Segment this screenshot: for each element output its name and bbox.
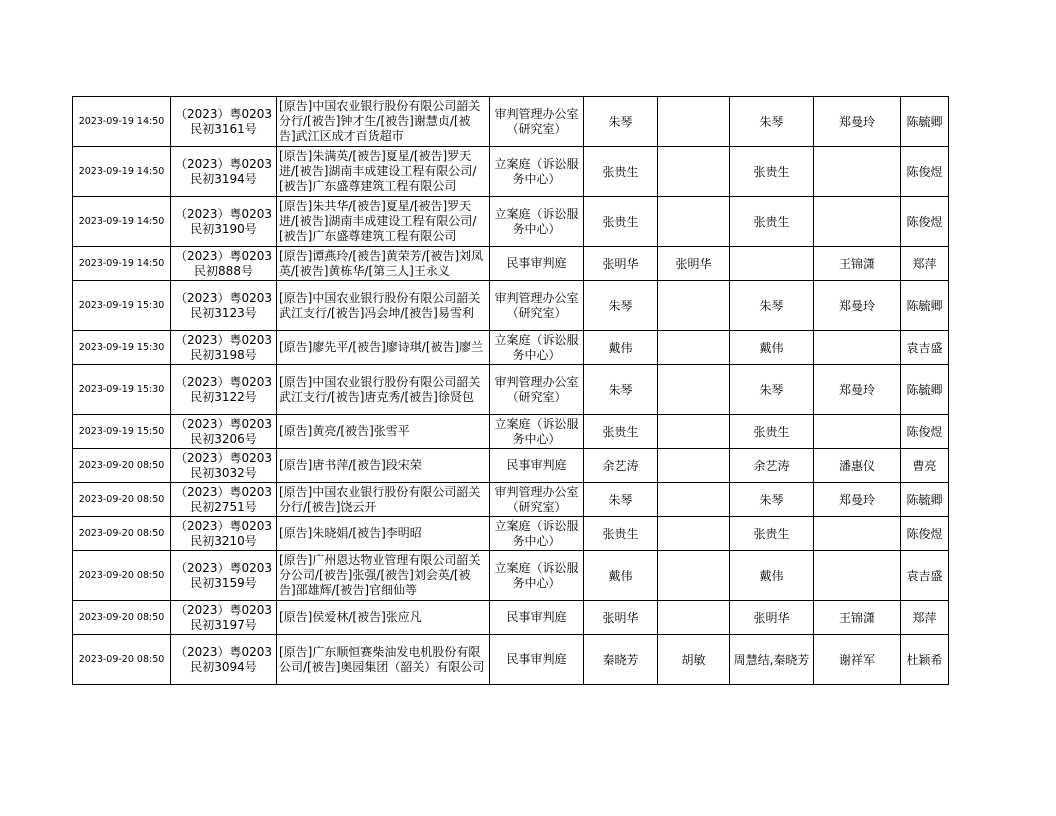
judge-cell: 秦晓芳 — [584, 635, 658, 685]
department-cell: 立案庭（诉讼服务中心） — [490, 551, 584, 601]
clerk-cell: 陈俊煜 — [901, 517, 949, 551]
case-year: （2023）粤0203 — [174, 156, 273, 171]
clerk-cell: 陈毓卿 — [901, 483, 949, 517]
clerk-cell: 陈毓卿 — [901, 365, 949, 415]
clerk-cell: 陈俊煜 — [901, 197, 949, 247]
parties-cell: [原告]朱共华/[被告]夏星/[被告]罗天进/[被告]湖南丰成建设工程有限公司/[被告]广东盛尊建筑工程有限公司 — [277, 197, 490, 247]
assistant-cell: 郑曼玲 — [814, 281, 901, 331]
table-row — [73, 601, 949, 635]
parties-cell: [原告]中国农业银行股份有限公司韶关武江支行/[被告]唐克秀/[被告]徐贤包 — [277, 365, 490, 415]
assistant-cell: 郑曼玲 — [814, 365, 901, 415]
case-no: 民初3122号 — [190, 389, 257, 404]
judge-cell: 张贵生 — [584, 197, 658, 247]
table-row — [73, 147, 949, 197]
presiding-cell: 朱琴 — [730, 365, 814, 415]
presiding-cell — [730, 247, 814, 281]
hearing-time-cell: 2023-09-20 08:50 — [73, 635, 171, 685]
assistant-cell — [814, 517, 901, 551]
hearing-time-cell: 2023-09-20 08:50 — [73, 449, 171, 483]
table-body — [73, 97, 949, 685]
case-year: （2023）粤0203 — [174, 206, 273, 221]
case-year: （2023）粤0203 — [174, 416, 273, 431]
juror-cell — [658, 415, 730, 449]
case-no: 民初3123号 — [190, 305, 257, 320]
case-no: 民初3206号 — [190, 431, 257, 446]
parties-cell: [原告]黄亮/[被告]张雪平 — [277, 415, 490, 449]
judge-cell: 张明华 — [584, 247, 658, 281]
parties-cell: [原告]朱晓娟/[被告]李明昭 — [277, 517, 490, 551]
case-number-cell — [171, 197, 277, 247]
table-row — [73, 483, 949, 517]
hearing-time-cell: 2023-09-20 08:50 — [73, 517, 171, 551]
assistant-cell — [814, 551, 901, 601]
hearing-schedule-table — [72, 96, 949, 685]
case-year: （2023）粤0203 — [174, 106, 273, 121]
parties-cell: [原告]广东顺恒赛柴油发电机股份有限公司/[被告]奥园集团（韶关）有限公司 — [277, 635, 490, 685]
presiding-cell: 朱琴 — [730, 281, 814, 331]
table-row — [73, 197, 949, 247]
judge-cell: 张贵生 — [584, 517, 658, 551]
case-number-cell — [171, 331, 277, 365]
department-cell: 审判管理办公室（研究室） — [490, 281, 584, 331]
table-row — [73, 247, 949, 281]
juror-cell — [658, 517, 730, 551]
case-year: （2023）粤0203 — [174, 374, 273, 389]
case-no: 民初888号 — [194, 263, 253, 278]
parties-cell: [原告]中国农业银行股份有限公司韶关分行/[被告]饶云开 — [277, 483, 490, 517]
case-year: （2023）粤0203 — [174, 560, 273, 575]
presiding-cell: 戴伟 — [730, 551, 814, 601]
clerk-cell: 陈毓卿 — [901, 97, 949, 147]
clerk-cell: 陈俊煜 — [901, 147, 949, 197]
presiding-cell: 张贵生 — [730, 197, 814, 247]
department-cell: 民事审判庭 — [490, 247, 584, 281]
juror-cell — [658, 365, 730, 415]
presiding-cell: 张贵生 — [730, 147, 814, 197]
department-cell: 民事审判庭 — [490, 601, 584, 635]
case-no: 民初3161号 — [190, 121, 257, 136]
judge-cell: 戴伟 — [584, 551, 658, 601]
presiding-cell: 戴伟 — [730, 331, 814, 365]
case-year: （2023）粤0203 — [174, 602, 273, 617]
judge-cell: 张贵生 — [584, 147, 658, 197]
case-number-cell — [171, 97, 277, 147]
case-no: 民初3194号 — [190, 171, 257, 186]
assistant-cell — [814, 331, 901, 365]
juror-cell — [658, 281, 730, 331]
case-no: 民初2751号 — [190, 499, 257, 514]
juror-cell — [658, 147, 730, 197]
parties-cell: [原告]唐书萍/[被告]段宋荣 — [277, 449, 490, 483]
table-row — [73, 551, 949, 601]
clerk-cell: 袁吉盛 — [901, 551, 949, 601]
hearing-time-cell: 2023-09-19 15:30 — [73, 281, 171, 331]
clerk-cell: 杜颖希 — [901, 635, 949, 685]
case-number-cell — [171, 517, 277, 551]
judge-cell: 朱琴 — [584, 365, 658, 415]
department-cell: 立案庭（诉讼服务中心） — [490, 147, 584, 197]
clerk-cell: 曹亮 — [901, 449, 949, 483]
assistant-cell: 郑曼玲 — [814, 483, 901, 517]
case-no: 民初3159号 — [190, 575, 257, 590]
parties-cell: [原告]廖先平/[被告]廖诗琪/[被告]廖兰 — [277, 331, 490, 365]
case-no: 民初3198号 — [190, 347, 257, 362]
table-row — [73, 281, 949, 331]
parties-cell: [原告]侯爱林/[被告]张应凡 — [277, 601, 490, 635]
juror-cell — [658, 197, 730, 247]
table-row — [73, 415, 949, 449]
presiding-cell: 朱琴 — [730, 483, 814, 517]
case-no: 民初3210号 — [190, 533, 257, 548]
presiding-cell: 朱琴 — [730, 97, 814, 147]
parties-cell: [原告]广州恩达物业管理有限公司韶关分公司/[被告]张强/[被告]刘会英/[被告]邵雄辉/[被告]官细仙等 — [277, 551, 490, 601]
case-number-cell — [171, 415, 277, 449]
presiding-cell: 张贵生 — [730, 517, 814, 551]
assistant-cell: 王锦潇 — [814, 247, 901, 281]
judge-cell: 朱琴 — [584, 483, 658, 517]
parties-cell: [原告]朱满英/[被告]夏星/[被告]罗天进/[被告]湖南丰成建设工程有限公司/[被告]广东盛尊建筑工程有限公司 — [277, 147, 490, 197]
juror-cell — [658, 331, 730, 365]
juror-cell: 张明华 — [658, 247, 730, 281]
case-number-cell — [171, 281, 277, 331]
case-year: （2023）粤0203 — [174, 290, 273, 305]
hearing-time-cell: 2023-09-19 14:50 — [73, 197, 171, 247]
juror-cell: 胡敏 — [658, 635, 730, 685]
case-number-cell — [171, 147, 277, 197]
case-no: 民初3190号 — [190, 221, 257, 236]
clerk-cell: 陈毓卿 — [901, 281, 949, 331]
judge-cell: 张明华 — [584, 601, 658, 635]
juror-cell — [658, 601, 730, 635]
case-number-cell — [171, 365, 277, 415]
judge-cell: 戴伟 — [584, 331, 658, 365]
case-number-cell — [171, 635, 277, 685]
juror-cell — [658, 97, 730, 147]
assistant-cell — [814, 197, 901, 247]
hearing-time-cell: 2023-09-19 14:50 — [73, 247, 171, 281]
case-year: （2023）粤0203 — [174, 484, 273, 499]
department-cell: 立案庭（诉讼服务中心） — [490, 415, 584, 449]
table-row — [73, 635, 949, 685]
case-no: 民初3094号 — [190, 659, 257, 674]
department-cell: 立案庭（诉讼服务中心） — [490, 517, 584, 551]
case-number-cell — [171, 551, 277, 601]
parties-cell: [原告]中国农业银行股份有限公司韶关武江支行/[被告]冯会坤/[被告]易雪利 — [277, 281, 490, 331]
case-number-cell — [171, 601, 277, 635]
table-row — [73, 365, 949, 415]
department-cell: 审判管理办公室（研究室） — [490, 97, 584, 147]
case-no: 民初3032号 — [190, 465, 257, 480]
clerk-cell: 陈俊煜 — [901, 415, 949, 449]
hearing-time-cell: 2023-09-20 08:50 — [73, 483, 171, 517]
department-cell: 立案庭（诉讼服务中心） — [490, 331, 584, 365]
hearing-time-cell: 2023-09-19 14:50 — [73, 147, 171, 197]
case-number-cell — [171, 247, 277, 281]
clerk-cell: 郑萍 — [901, 601, 949, 635]
judge-cell: 张贵生 — [584, 415, 658, 449]
parties-cell: [原告]中国农业银行股份有限公司韶关分行/[被告]钟才生/[被告]谢慧贞/[被告]武江区成才百货超市 — [277, 97, 490, 147]
department-cell: 民事审判庭 — [490, 449, 584, 483]
department-cell: 立案庭（诉讼服务中心） — [490, 197, 584, 247]
case-number-cell — [171, 483, 277, 517]
hearing-time-cell: 2023-09-19 15:50 — [73, 415, 171, 449]
assistant-cell: 郑曼玲 — [814, 97, 901, 147]
assistant-cell: 王锦潇 — [814, 601, 901, 635]
clerk-cell: 郑萍 — [901, 247, 949, 281]
hearing-time-cell: 2023-09-20 08:50 — [73, 601, 171, 635]
parties-cell: [原告]谭燕玲/[被告]黄荣芳/[被告]刘凤英/[被告]黄栋华/[第三人]王永义 — [277, 247, 490, 281]
juror-cell — [658, 449, 730, 483]
hearing-time-cell: 2023-09-19 14:50 — [73, 97, 171, 147]
assistant-cell: 潘惠仪 — [814, 449, 901, 483]
department-cell: 民事审判庭 — [490, 635, 584, 685]
juror-cell — [658, 551, 730, 601]
presiding-cell: 余艺涛 — [730, 449, 814, 483]
hearing-time-cell: 2023-09-20 08:50 — [73, 551, 171, 601]
assistant-cell: 谢祥军 — [814, 635, 901, 685]
department-cell: 审判管理办公室（研究室） — [490, 365, 584, 415]
assistant-cell — [814, 415, 901, 449]
case-year: （2023）粤0203 — [174, 248, 273, 263]
case-year: （2023）粤0203 — [174, 518, 273, 533]
judge-cell: 余艺涛 — [584, 449, 658, 483]
juror-cell — [658, 483, 730, 517]
hearing-time-cell: 2023-09-19 15:30 — [73, 365, 171, 415]
case-year: （2023）粤0203 — [174, 450, 273, 465]
assistant-cell — [814, 147, 901, 197]
case-no: 民初3197号 — [190, 617, 257, 632]
department-cell: 审判管理办公室（研究室） — [490, 483, 584, 517]
case-year: （2023）粤0203 — [174, 332, 273, 347]
judge-cell: 朱琴 — [584, 281, 658, 331]
table-row — [73, 449, 949, 483]
presiding-cell: 张明华 — [730, 601, 814, 635]
clerk-cell: 袁吉盛 — [901, 331, 949, 365]
presiding-cell: 张贵生 — [730, 415, 814, 449]
hearing-time-cell: 2023-09-19 15:30 — [73, 331, 171, 365]
case-year: （2023）粤0203 — [174, 644, 273, 659]
table-row — [73, 517, 949, 551]
judge-cell: 朱琴 — [584, 97, 658, 147]
case-number-cell — [171, 449, 277, 483]
presiding-cell: 周慧结,秦晓芳 — [730, 635, 814, 685]
table-row — [73, 331, 949, 365]
table-row — [73, 97, 949, 147]
